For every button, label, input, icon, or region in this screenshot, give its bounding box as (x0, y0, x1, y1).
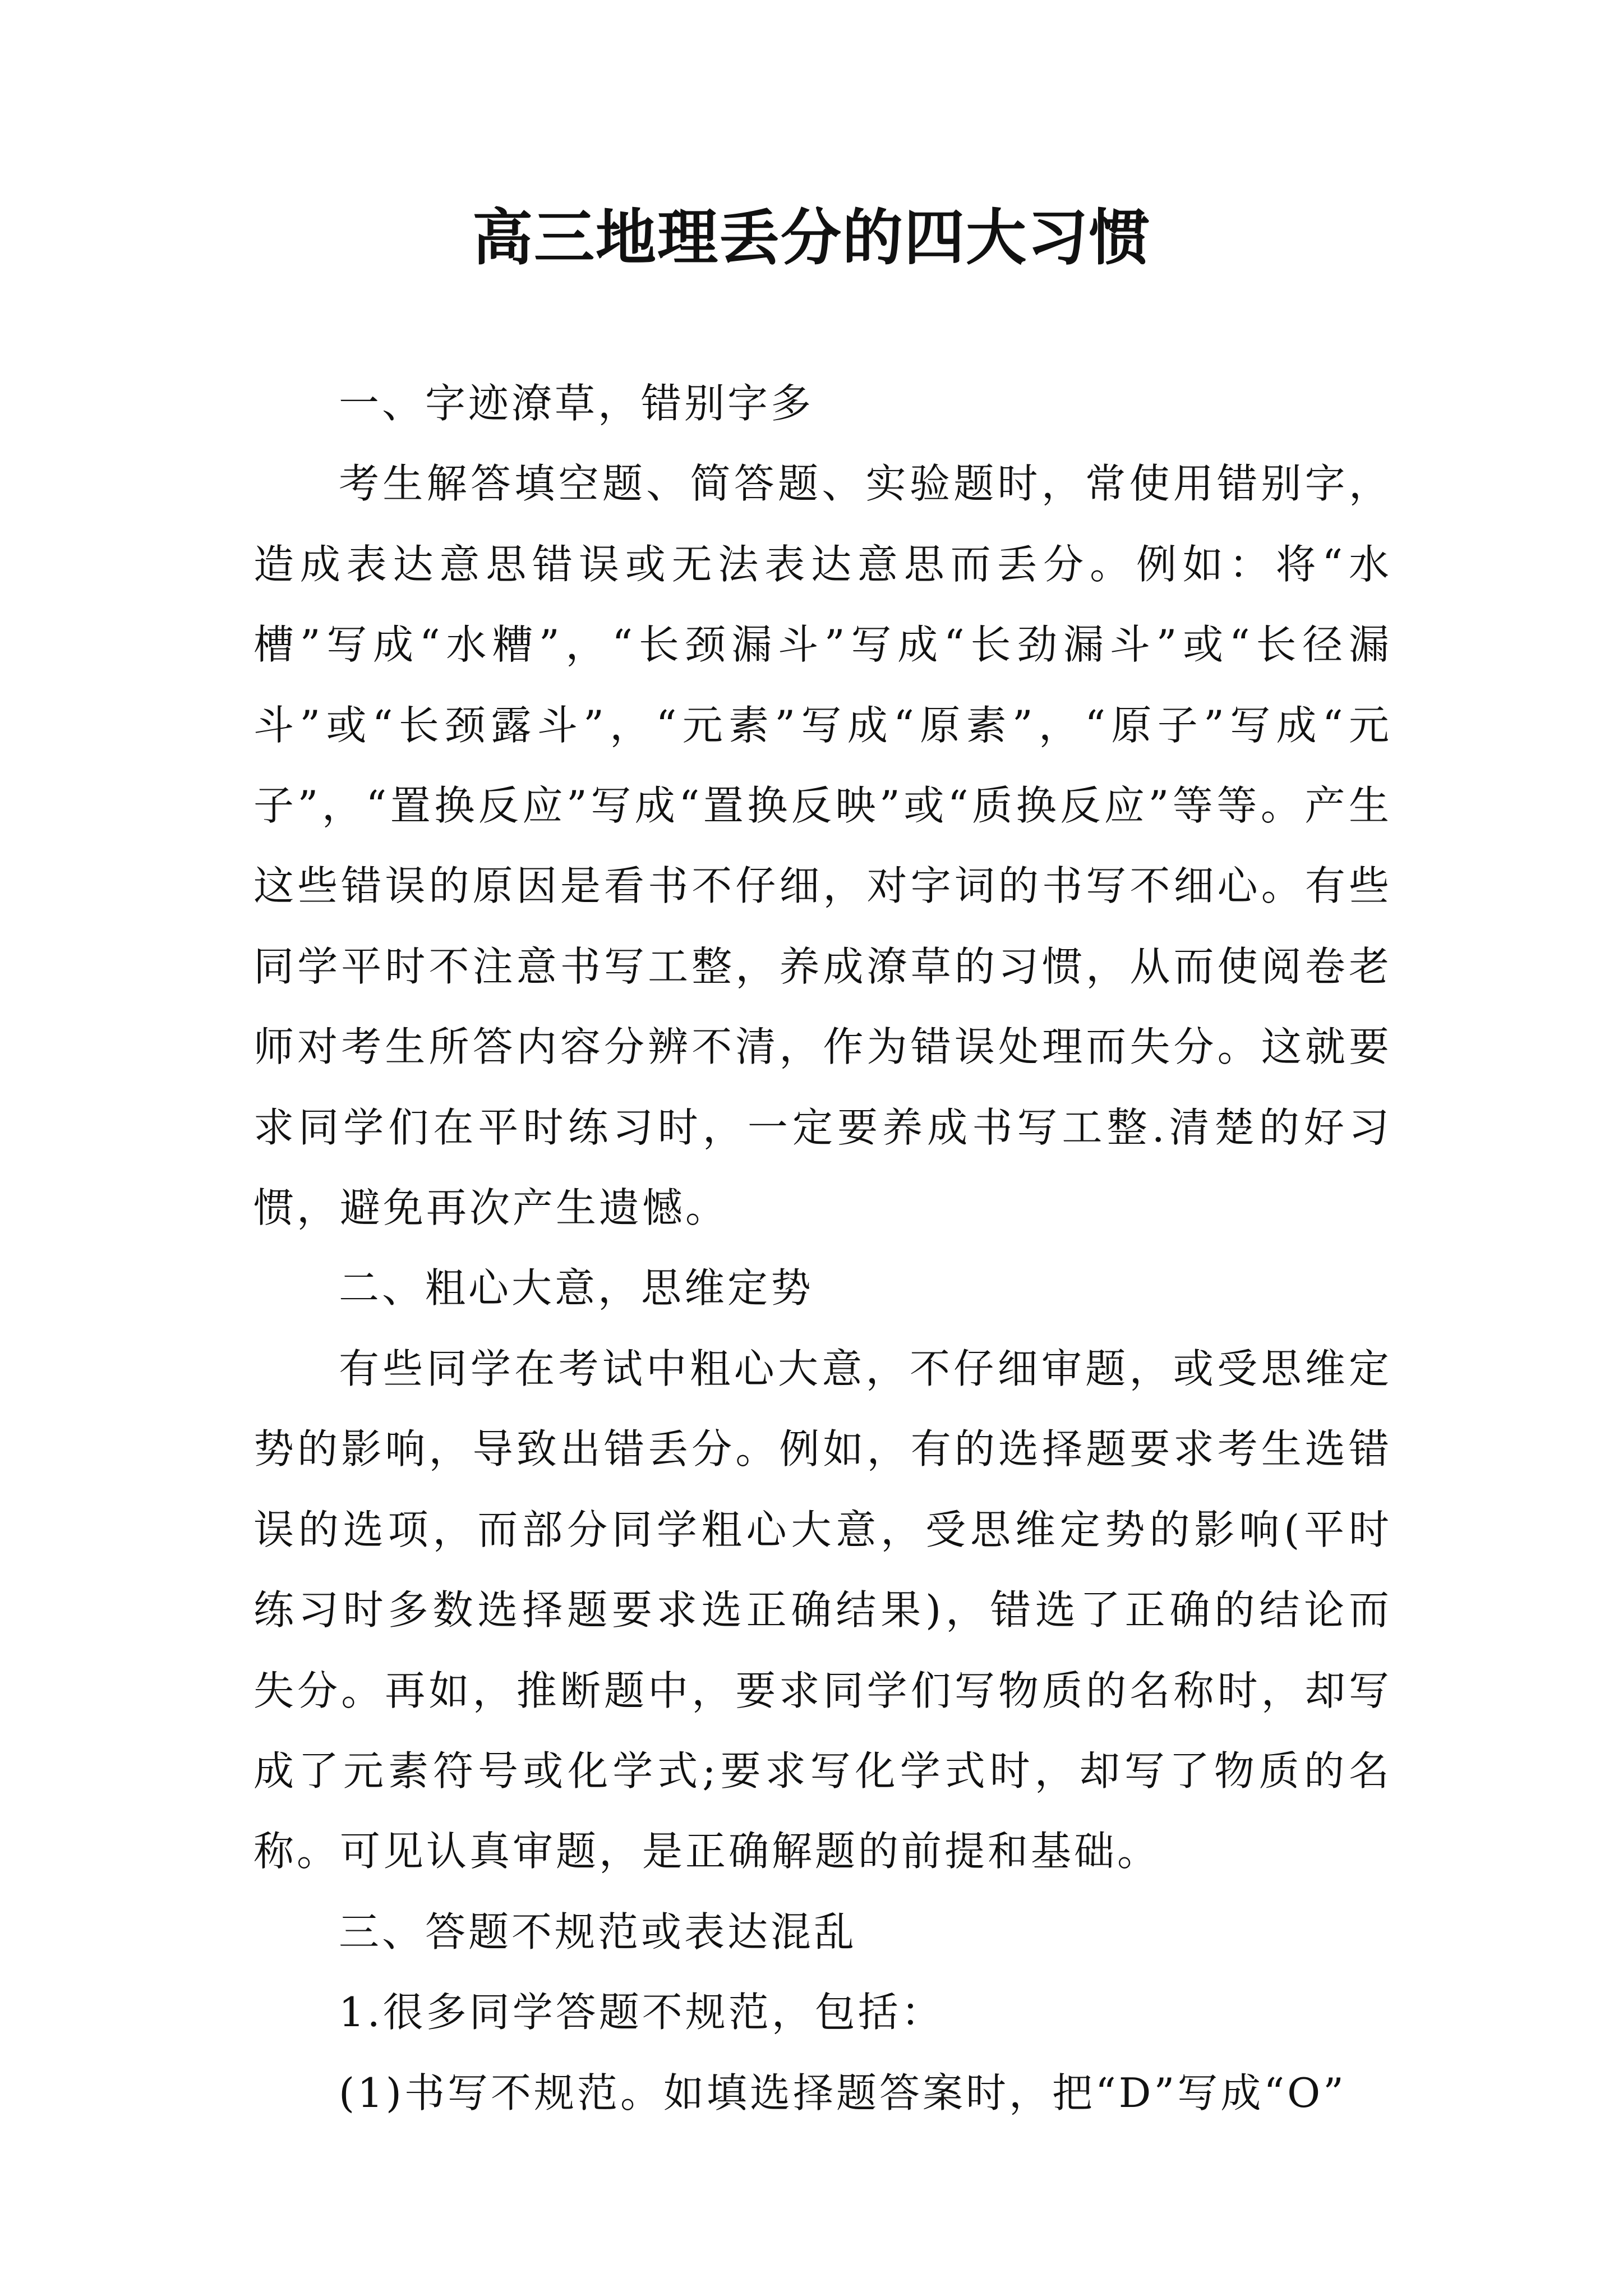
document-title: 高三地理丢分的四大习惯 (472, 203, 1151, 273)
section-heading-2: 二、粗心大意，思维定势 (339, 1264, 814, 1312)
section-heading-3: 三、答题不规范或表达混乱 (339, 1908, 857, 1955)
body-paragraph: 有些同学在考试中粗心大意，不仔细审题，或受思维定势的影响，导致出错丢分。例如，有的选择题要求考生选错误的选项，而部分同学粗心大意，受思维定势的影响(平时练习时多数选择题要求选正确结果)，错选了正确的结论而失分。再如，推断题中，要求同学们写物质的名称时，却写成了元素符号或化学式;要求写化学式时，却写了物质的名称。可见认真审题，是正确解题的前提和基础。 (253, 1345, 1392, 1875)
section-heading-1: 一、字迹潦草，错别字多 (339, 380, 814, 427)
list-item: (1)书写不规范。如填选择题答案时，把“D”写成“O” (339, 2069, 1347, 2116)
list-item: 1.很多同学答题不规范，包括： (339, 1989, 944, 2036)
document-body (253, 364, 1392, 2133)
body-paragraph: 考生解答填空题、简答题、实验题时，常使用错别字，造成表达意思错误或无法表达意思而丢分。例如：将“水槽”写成“水糟”，“长颈漏斗”写成“长劲漏斗”或“长径漏斗”或“长颈露斗”，“元素”写成“原素”，“原子”写成“元子”，“置换反应”写成“置换反映”或“质换反应”等等。产生这些错误的原因是看书不仔细，对字词的书写不细心。有些同学平时不注意书写工整，养成潦草的习惯，从而使阅卷老师对考生所答内容分辨不清，作为错误处理而失分。这就要求同学们在平时练习时，一定要养成书写工整.清楚的好习惯，避免再次产生遗憾。 (253, 460, 1392, 1232)
